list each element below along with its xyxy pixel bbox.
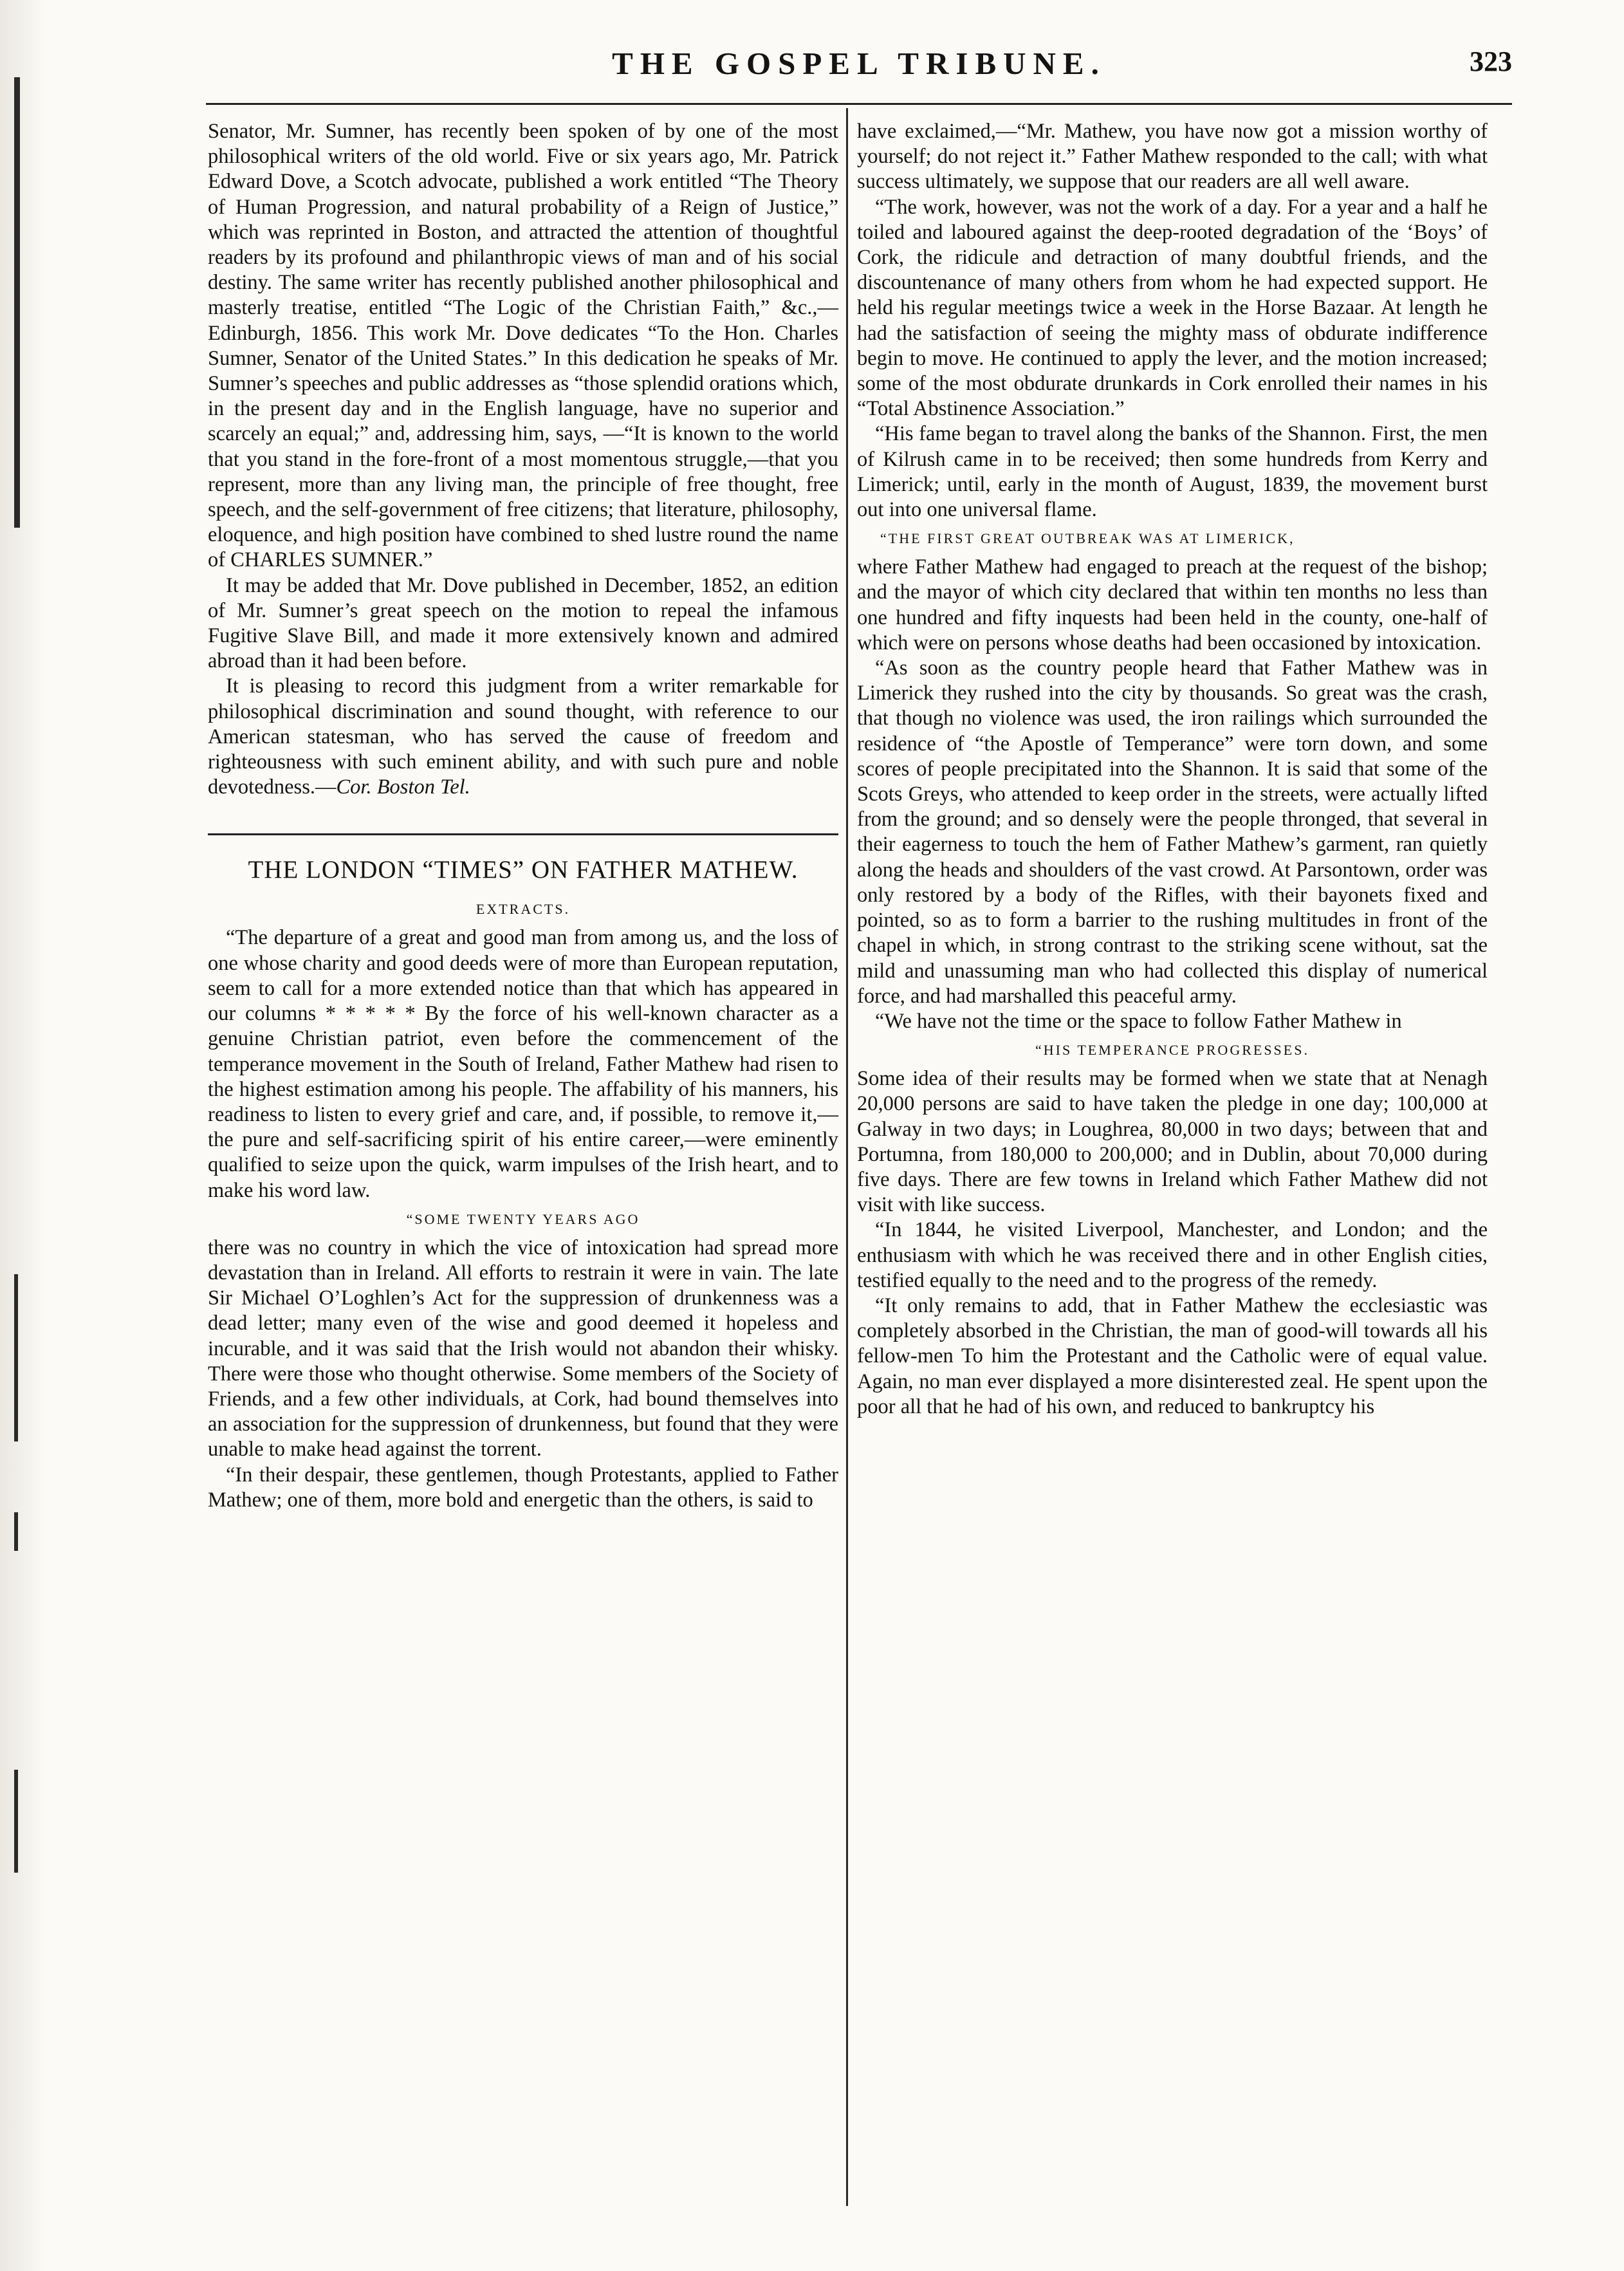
paragraph: “We have not the time or the space to follow Father Mathew in xyxy=(875,1009,1402,1033)
subheading: “HIS TEMPERANCE PROGRESSES. xyxy=(1035,1042,1309,1059)
paragraph: Senator, Mr. Sumner, has recently been spoken of by one of the most philosophical writers of the old world. Five or six years ago, Mr. Patrick Edward Dove, a Scotch advocate, published a work entitled “The Theory of Human Progression, and natural probability of a Reign of Justice,” which was reprinted in Boston, and attracted the attention of thoughtful readers by its profound and philanthropic views of man and of his social destiny. The same writer has recently published another philosophical and masterly treatise, entitled “The Logic of the Christian Faith,” &c.,—Edinburgh, 1856. This work Mr. Dove dedicates “To the Hon. Charles Sumner, Senator of the United States.” In this dedication he speaks of Mr. Sumner’s speeches and public addresses as “those splendid orations which, in the present day and in the English language, have no superior and scarcely an equal;” and, addressing him, says, —“It is known to the world that you stand in the fore-front of a most momentous struggle,—that you represent, more than any living man, the principle of free thought, free speech, and the self-government of free citizens; that literature, philosophy, eloquence, and high position have combined to shed lustre round the name of CHARLES SUMNER.” xyxy=(208,120,838,572)
paragraph: “In their despair, these gentlemen, though Protestants, applied to Father Mathew; one of them, more bold and energetic than the others, is said to xyxy=(208,1463,838,1512)
section-rule xyxy=(208,833,838,835)
page-header xyxy=(206,45,1512,97)
scan-edge xyxy=(0,0,45,2271)
paragraph: Some idea of their results may be formed when we state that at Nenagh 20,000 persons are said to have taken the pledge in one day; 100,000 at Galway in two days; in Loughrea, 80,000 in two days; between that and Portumna, from 180,000 to 200,000; and in Dublin, about 70,000 during five days. There are few towns in Ireland which Father Mathew did not visit with like success. xyxy=(857,1067,1488,1217)
paragraph: “The work, however, was not the work of a day. For a year and a half he toiled and laboured against the deep-rooted degradation of the ‘Boys’ of Cork, the ridicule and detraction of many doubtful friends, and the discountenance of many others from whom he had expected support. He held his regular meetings twice a week in the Horse Bazaar. At length he had the satisfaction of seeing the mighty mass of obdurate indifference begin to move. He continued to apply the lever, and the motion increased; some of the most obdurate drunkards in Cork enrolled their names in his “Total Abstinence Association.” xyxy=(857,195,1488,421)
paragraph xyxy=(208,674,838,800)
scan-mark xyxy=(14,1512,18,1551)
paragraph: “As soon as the country people heard that Father Mathew was in Limerick they rushed into the city by thousands. So great was the crash, that though no violence was used, the iron railings which surrounded the residence of “the Apostle of Temperance” were torn down, and some scores of people precipitated into the Shannon. It is said that some of the Scots Greys, who attended to keep order in the streets, were actually lifted from the ground; and so densely were the people thronged, that several in their eagerness to touch the hem of Father Mathew’s garment, ran quietly along the heads and shoulders of the vast crowd. At Parsontown, order was only restored by a body of the Rifles, with their bayonets fixed and pointed, so as to form a barrier to the rushing multitudes in front of the chapel in which, in strong contrast to the striking scene without, sat the mild and unassuming man who had collected this display of numerical force, and had marshalled this peaceful army. xyxy=(857,656,1488,1008)
paragraph: where Father Mathew had engaged to preach at the request of the bishop; and the mayor of which city declared that within ten months no less than one hundred and fifty inquests had been held in the county, one-half of which were on persons whose deaths had been occasioned by intoxication. xyxy=(857,555,1488,654)
scan-mark xyxy=(14,1274,18,1441)
running-title: THE GOSPEL TRIBUNE. xyxy=(612,46,1106,81)
header-rule xyxy=(206,103,1512,105)
paragraph-text: It is pleasing to record this judgment from a writer remarkable for philosophical discrimination and sound thought, with reference to our American statesman, who has served the cause of freedom and righteousness with such eminent ability, and with such pure and noble devotedness.— xyxy=(208,674,838,799)
scan-mark xyxy=(14,1770,18,1873)
paragraph: “The departure of a great and good man from among us, and the loss of one whose charity and good deeds were of more than European reputation, seem to call for a more extended notice than that which has appeared in our columns * * * * * By the force of his well-known character as a genuine Christian patriot, even before the commencement of the temperance movement in the South of Ireland, Father Mathew had risen to the highest estimation among his people. The affability of his manners, his readiness to listen to every grief and care, and, if possible, to remove it,—the pure and self-sacrificing spirit of his entire career,—were eminently qualified to seize upon the quick, warm impulses of the Irish heart, and to make his word law. xyxy=(208,926,838,1202)
extracts-label: EXTRACTS. xyxy=(475,901,571,918)
page-number: 323 xyxy=(1470,46,1512,77)
subheading: “THE FIRST GREAT OUTBREAK WAS AT LIMERICK, xyxy=(880,530,1295,547)
paragraph: “It only remains to add, that in Father Mathew the ecclesiastic was completely absorbed in the Christian, the man of good-will towards all his fellow-men To him the Protestant and the Catholic were of equal value. Again, no man ever displayed a more disinterested zeal. He spent upon the poor all that he had of his own, and reduced to bankruptcy his xyxy=(857,1293,1488,1418)
paragraph: there was no country in which the vice of intoxication had spread more devastation than in Ireland. All efforts to restrain it were in vain. The late Sir Michael O’Loghlen’s Act for the suppression of drunkenness was a dead letter; many even of the wise and good deemed it hopeless and incurable, and it was said that the Irish would not abandon their whisky. There were those who thought otherwise. Some members of the Society of Friends, and a few other individuals, at Cork, had bound themselves into an association for the suppression of drunkenness, but found that they were unable to make head against the torrent. xyxy=(208,1236,838,1461)
scan-mark xyxy=(14,77,20,528)
column-divider xyxy=(846,108,848,2206)
paragraph: have exclaimed,—“Mr. Mathew, you have now got a mission worthy of yourself; do not reject it.” Father Mathew responded to the call; with what success ultimately, we suppose that our readers are all well aware. xyxy=(857,120,1488,194)
left-column xyxy=(208,119,838,1513)
paragraph: “In 1844, he visited Liverpool, Manchester, and London; and the enthusiasm with which he was received there and in other English cities, testified equally to the need and to the progress of the remedy. xyxy=(857,1218,1488,1292)
source-signature: Cor. Boston Tel. xyxy=(336,775,470,799)
paragraph: “His fame began to travel along the banks of the Shannon. First, the men of Kilrush came in to be received; then some hundreds from Kerry and Limerick; until, early in the month of August, 1839, the movement burst out into one universal flame. xyxy=(857,422,1488,522)
right-column xyxy=(857,119,1488,1420)
article-title: THE LONDON “TIMES” ON FATHER MATHEW. xyxy=(248,856,798,884)
subheading: “SOME TWENTY YEARS AGO xyxy=(406,1210,640,1227)
paragraph: It may be added that Mr. Dove published in December, 1852, an edition of Mr. Sumner’s great speech on the motion to repeal the infamous Fugitive Slave Bill, and made it more extensively known and admired abroad than it had been before. xyxy=(208,573,838,673)
